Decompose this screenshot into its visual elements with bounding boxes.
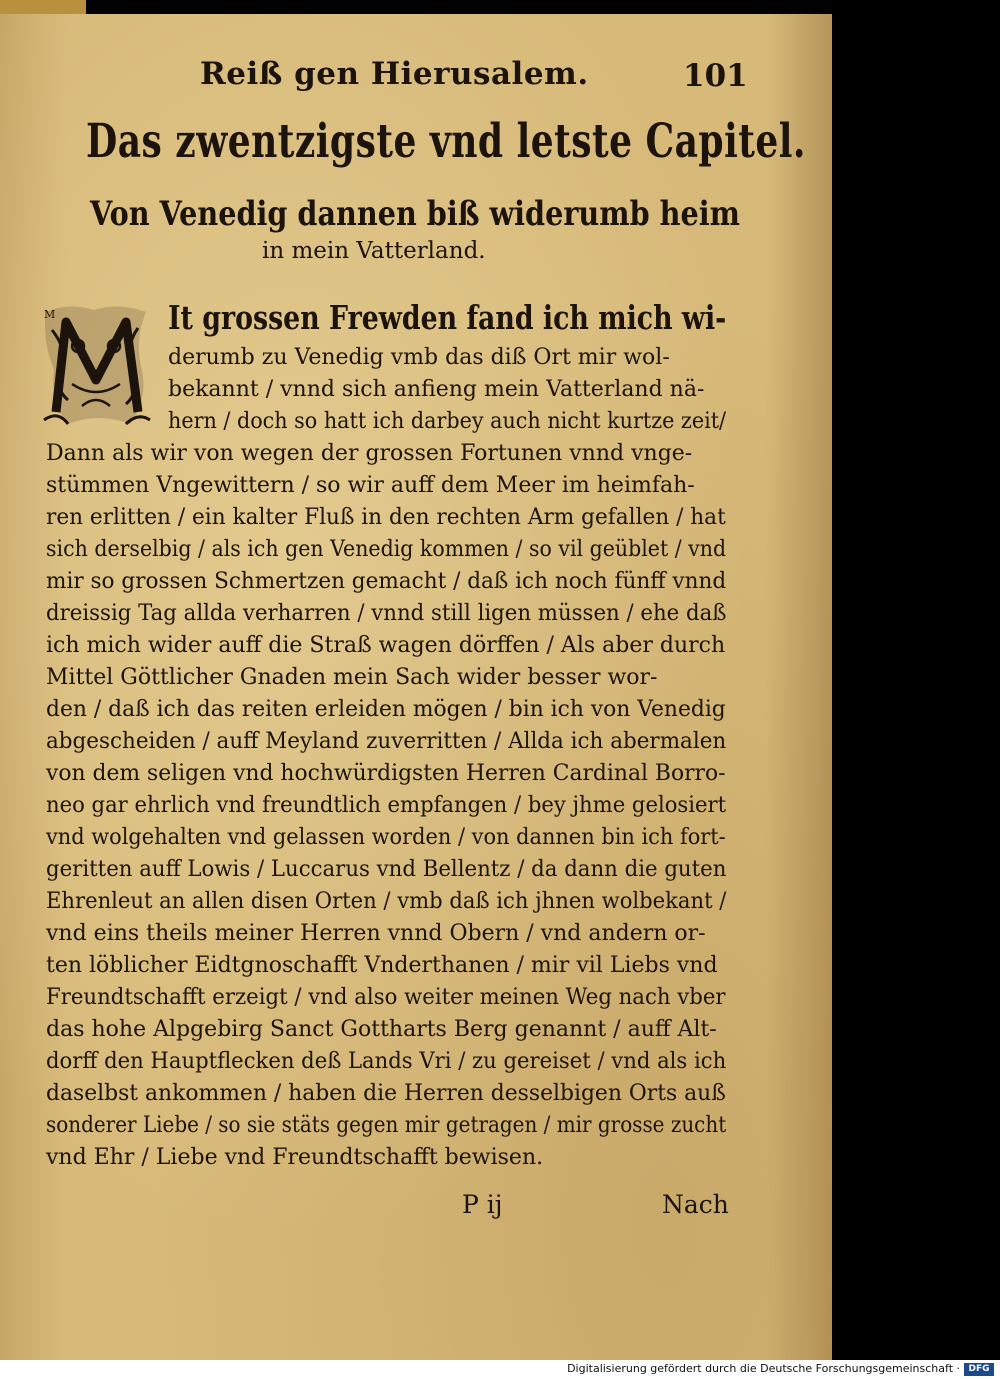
body-line: abgescheiden / auff Meyland zuverritten / Allda ich abermalen [46,729,727,754]
decorated-initial [38,300,156,430]
body-line: vnd wolgehalten vnd gelassen worden / von dannen bin ich fort- [46,825,726,850]
signature-mark: P ij [462,1190,503,1219]
body-line: stümmen Vngewittern / so wir auff dem Meer im heimfah- [46,473,695,498]
body-line: bekannt / vnnd sich anfieng mein Vatterland nä- [168,377,705,402]
body-line: das hohe Alpgebirg Sanct Gottharts Berg genannt / auff Alt- [46,1017,717,1042]
initial-letter: M [44,308,56,321]
page-edge-strip [0,0,86,14]
body-line: daselbst ankommen / haben die Herren desselbigen Orts auß [46,1081,726,1106]
chapter-subtitle-line1: Von Venedig dannen biß widerumb heim [90,194,740,234]
body-line: derumb zu Venedig vmb das diß Ort mir wol- [168,345,670,370]
body-line: sonderer Liebe / so sie stäts gegen mir getragen / mir grosse zucht [46,1113,727,1138]
body-line: sich derselbig / als ich gen Venedig kommen / so vil geüblet / vnd [46,537,727,562]
body-line: mir so grossen Schmertzen gemacht / daß ich noch fünff vnnd [46,569,727,594]
body-line: neo gar ehrlich vnd freundtlich empfangen / bey jhme gelosiert [46,793,727,818]
funding-credit: Digitalisierung gefördert durch die Deutsche Forschungsgemeinschaft · [567,1362,960,1375]
body-line: ren erlitten / ein kalter Fluß in den rechten Arm gefallen / hat [46,505,726,530]
page-number: 101 [683,58,748,94]
body-line: geritten auff Lowis / Luccarus vnd Bellentz / da dann die guten [46,857,727,882]
body-line: Freundtschafft erzeigt / vnd also weiter meinen Weg nach vber [46,985,726,1010]
body-line: ten löblicher Eidtgnoschafft Vnderthanen / mir vil Liebs vnd [46,953,718,978]
body-line: ich mich wider auff die Straß wagen dörffen / Als aber durch [46,633,726,658]
chapter-subtitle-line2: in mein Vatterland. [262,238,486,264]
body-line: vnd eins theils meiner Herren vnnd Obern / vnd andern or- [46,921,706,946]
body-line: Mittel Göttlicher Gnaden mein Sach wider besser wor- [46,665,658,690]
body-line: It grossen Frewden fand ich mich wi- [168,298,727,337]
body-line: vnd Ehr / Liebe vnd Freundtschafft bewisen. [46,1145,544,1170]
book-page [0,14,832,1360]
funding-footer [0,1360,1000,1379]
body-line: dreissig Tag allda verharren / vnnd still ligen müssen / ehe daß [46,601,727,626]
dfg-logo-icon: DFG [964,1363,994,1376]
body-line: den / daß ich das reiten erleiden mögen / bin ich von Venedig [46,697,726,722]
running-head: Reiß gen Hierusalem. [200,56,589,92]
body-line: dorff den Hauptflecken deß Lands Vri / zu gereiset / vnd als ich [46,1049,727,1074]
catchword: Nach [662,1190,729,1219]
chapter-title: Das zwentzigste vnd letste Capitel. [86,114,806,169]
body-line: Ehrenleut an allen disen Orten / vmb daß ich jhnen wolbekant / [46,889,727,914]
body-line: Dann als wir von wegen der grossen Fortunen vnnd vnge- [46,441,693,466]
body-line: von dem seligen vnd hochwürdigsten Herren Cardinal Borro- [46,761,726,786]
body-line: hern / doch so hatt ich darbey auch nicht kurtze zeit/ [168,409,727,434]
